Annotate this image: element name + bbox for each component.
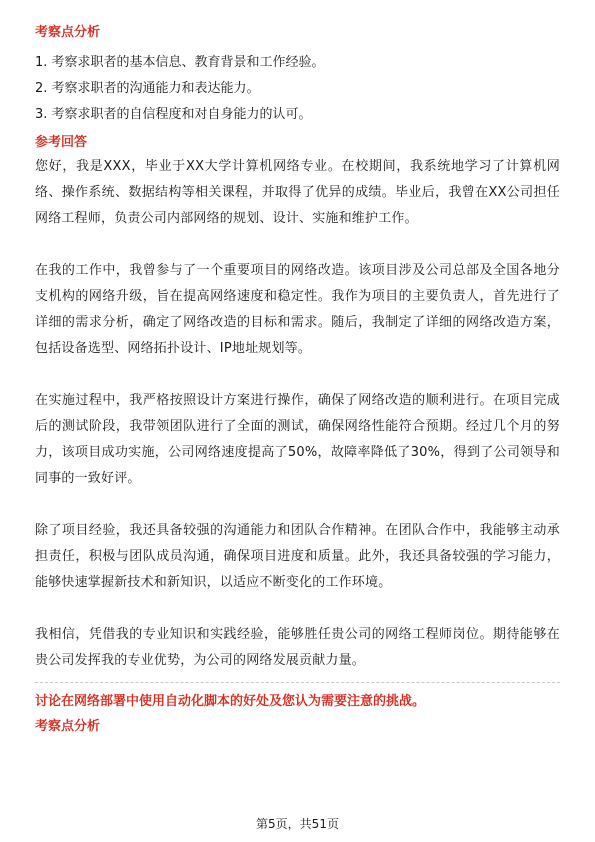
answer-paragraph: 您好，我是XXX，毕业于XX大学计算机网络专业。在校期间，我系统地学习了计算机网络、操作系统、数据结构等相关课程，并取得了优异的成绩。毕业后，我曾在XX公司担任网络工程师，负责公司内部网络的规划、设计、实施和维护工作。 bbox=[35, 159, 560, 226]
next-question: 讨论在网络部署中使用自动化脚本的好处及您认为需要注意的挑战。 bbox=[35, 694, 426, 709]
answer-paragraph: 我相信，凭借我的专业知识和实践经验，能够胜任贵公司的网络工程师岗位。期待能够在贵公司发挥我的专业优势，为公司的网络发展贡献力量。 bbox=[35, 627, 560, 668]
analysis-heading: 考察点分析 bbox=[35, 25, 101, 40]
document-page bbox=[35, 22, 560, 738]
analysis-item: 3. 考察求职者的自信程度和对自身能力的认可。 bbox=[35, 107, 312, 122]
analysis-item: 1. 考察求职者的基本信息、教育背景和工作经验。 bbox=[35, 55, 325, 70]
answer-paragraph: 除了项目经验，我还具备较强的沟通能力和团队合作精神。在团队合作中，我能够主动承担责任，积极与团队成员沟通，确保项目进度和质量。此外，我还具备较强的学习能力，能够快速掌握新技术和新知识，以适应不断变化的工作环境。 bbox=[35, 523, 560, 590]
analysis-heading-2: 考察点分析 bbox=[35, 719, 101, 734]
answer-paragraph: 在我的工作中，我曾参与了一个重要项目的网络改造。该项目涉及公司总部及全国各地分支机构的网络升级，旨在提高网络速度和稳定性。我作为项目的主要负责人，首先进行了详细的需求分析，确定了网络改造的目标和需求。随后，我制定了详细的网络改造方案，包括设备选型、网络拓扑设计、IP地址规划等。 bbox=[35, 263, 560, 356]
answer-heading: 参考回答 bbox=[35, 135, 88, 150]
answer-paragraph: 在实施过程中，我严格按照设计方案进行操作，确保了网络改造的顺利进行。在项目完成后的测试阶段，我带领团队进行了全面的测试，确保网络性能符合预期。经过几个月的努力，该项目成功实施，公司网络速度提高了50%，故障率降低了30%，得到了公司领导和同事的一致好评。 bbox=[35, 393, 560, 486]
page-number: 第5页，共51页 bbox=[256, 817, 339, 831]
section-divider bbox=[35, 682, 560, 683]
analysis-item: 2. 考察求职者的沟通能力和表达能力。 bbox=[35, 81, 260, 96]
